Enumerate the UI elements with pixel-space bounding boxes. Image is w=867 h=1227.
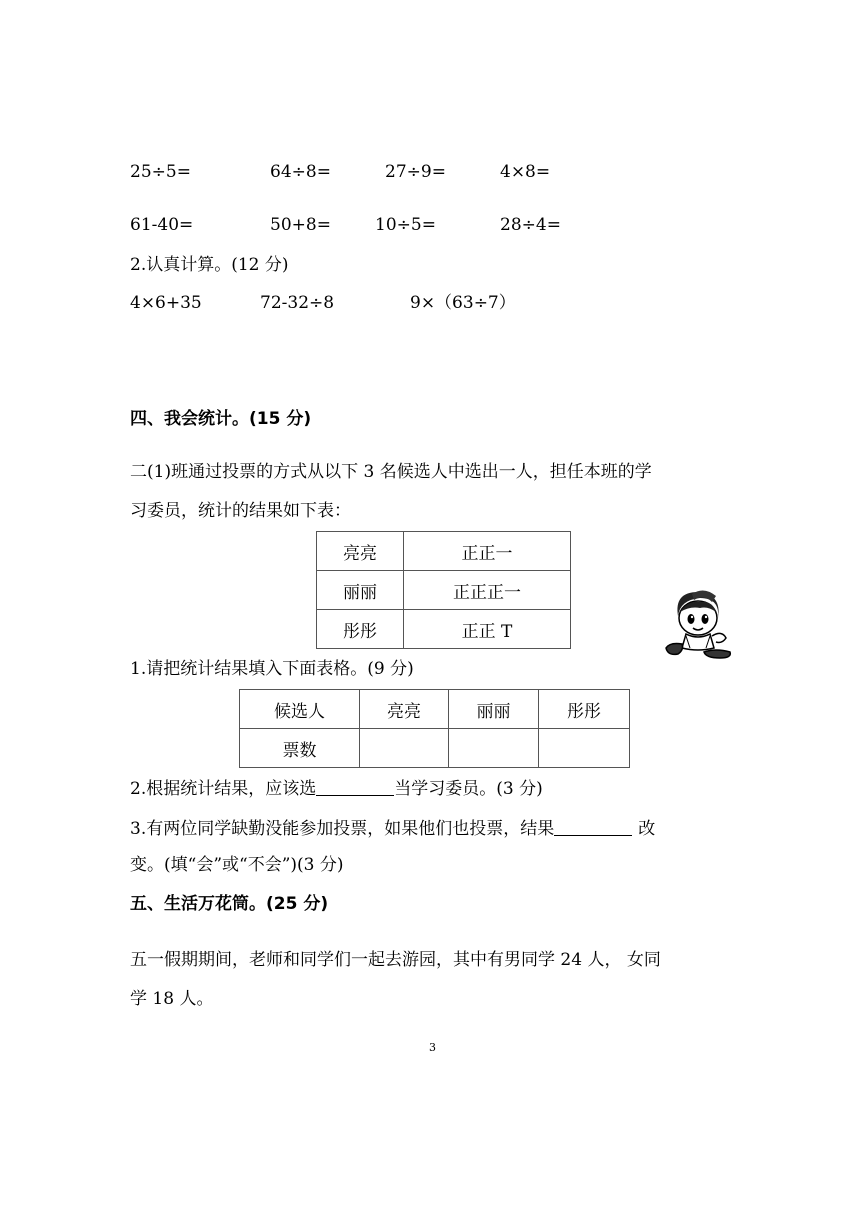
paragraph-line: 五一假期期间，老师和同学们一起去游园，其中有男同学 24 人， 女同 xyxy=(130,950,661,970)
answer-cell[interactable] xyxy=(360,729,449,768)
question-heading: 2.认真计算。(12 分) xyxy=(130,255,289,275)
oral-calc-item: 64÷8= xyxy=(270,162,331,182)
answer-blank[interactable] xyxy=(316,779,394,796)
question-text: 当学习委员。(3 分) xyxy=(394,779,543,799)
answer-cell[interactable] xyxy=(449,729,539,768)
calc-expression: 72-32÷8 xyxy=(260,293,335,313)
table-row xyxy=(240,690,630,729)
question-heading: 1.请把统计结果填入下面表格。(9 分) xyxy=(130,659,414,679)
table-row xyxy=(240,729,630,768)
oral-calc-item: 4×8= xyxy=(500,162,551,182)
section-title: 五、生活万花筒。(25 分) xyxy=(130,894,329,914)
header-cell: 候选人 xyxy=(240,690,360,729)
tally-marks: 正正正一 xyxy=(404,571,571,610)
calc-expression: 4×6+35 xyxy=(130,293,202,313)
paragraph-line: 习委员，统计的结果如下表： xyxy=(130,501,351,521)
table-row xyxy=(317,571,571,610)
question-text: 改 xyxy=(638,819,656,839)
question-text: 2.根据统计结果，应该选 xyxy=(130,779,317,799)
tally-table xyxy=(316,531,571,649)
oral-calc-item: 28÷4= xyxy=(500,215,561,235)
paragraph-line: 二(1)班通过投票的方式从以下 3 名候选人中选出一人，担任本班的学 xyxy=(130,462,652,482)
result-table xyxy=(239,689,630,768)
candidate-name: 亮亮 xyxy=(317,532,404,571)
question-line: 变。(填“会”或“不会”)(3 分) xyxy=(130,855,344,875)
oral-calc-item: 25÷5= xyxy=(130,162,191,182)
tally-marks: 正正 T xyxy=(404,610,571,649)
candidate-name: 丽丽 xyxy=(317,571,404,610)
answer-blank[interactable] xyxy=(554,819,632,836)
tally-marks: 正正一 xyxy=(404,532,571,571)
question-text: 3.有两位同学缺勤没能参加投票，如果他们也投票，结果 xyxy=(130,819,555,839)
row-label: 票数 xyxy=(240,729,360,768)
section-title: 四、我会统计。(15 分) xyxy=(130,409,312,429)
question-line xyxy=(130,779,543,798)
table-row xyxy=(317,610,571,649)
oral-calc-item: 27÷9= xyxy=(385,162,446,182)
page-number: 3 xyxy=(429,1041,436,1054)
table-row xyxy=(317,532,571,571)
paragraph-line: 学 18 人。 xyxy=(130,989,214,1009)
question-line xyxy=(130,819,655,838)
header-cell: 丽丽 xyxy=(449,690,539,729)
cartoon-child-illustration xyxy=(660,586,736,662)
calc-expression: 9×（63÷7） xyxy=(410,293,516,313)
header-cell: 彤彤 xyxy=(539,690,630,729)
oral-calc-item: 10÷5= xyxy=(375,215,436,235)
candidate-name: 彤彤 xyxy=(317,610,404,649)
header-cell: 亮亮 xyxy=(360,690,449,729)
oral-calc-item: 50+8= xyxy=(270,215,331,235)
oral-calc-item: 61-40= xyxy=(130,215,194,235)
answer-cell[interactable] xyxy=(539,729,630,768)
